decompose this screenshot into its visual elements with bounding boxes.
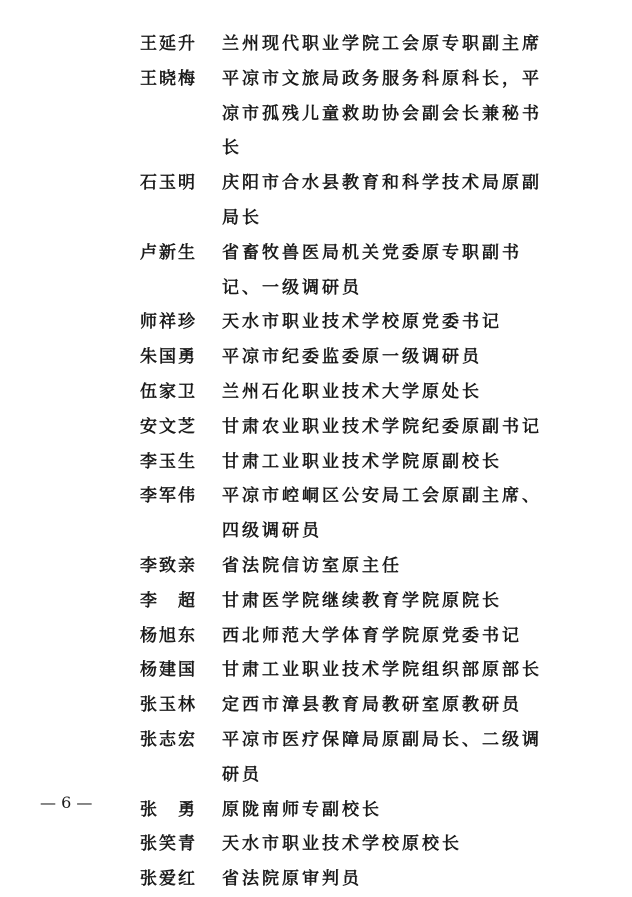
list-item (0, 793, 632, 828)
person-position: 天水市职业技术学校原党委书记 (222, 312, 502, 333)
person-position: 省法院信访室原主任 (222, 555, 402, 576)
person-name: 张笑青 (140, 834, 197, 855)
list-item (0, 62, 632, 166)
list-item (0, 166, 632, 236)
person-position: 天水市职业技术学校原校长 (222, 834, 462, 855)
list-item (0, 584, 632, 619)
person-position: 甘肃农业职业技术学院纪委原副书记 (222, 416, 542, 437)
list-item (0, 375, 632, 410)
person-position: 平凉市崆峒区公安局工会原副主席、四级调研员 (222, 486, 542, 542)
list-item (0, 827, 632, 862)
list-item (0, 27, 632, 62)
list-item (0, 340, 632, 375)
list-item (0, 445, 632, 480)
list-item (0, 479, 632, 549)
person-name: 张爱红 (140, 869, 197, 890)
person-name: 王晓梅 (140, 68, 197, 89)
list-item (0, 688, 632, 723)
list-item (0, 653, 632, 688)
person-name: 朱国勇 (140, 347, 197, 368)
person-name: 杨旭东 (140, 625, 197, 646)
person-position: 原陇南师专副校长 (222, 799, 382, 820)
person-name: 师祥珍 (140, 312, 197, 333)
person-name: 卢新生 (140, 242, 197, 263)
person-position: 省法院原审判员 (222, 869, 362, 890)
person-name: 张志宏 (140, 729, 197, 750)
list-item (0, 619, 632, 654)
person-name: 张 勇 (140, 799, 197, 820)
list-item (0, 305, 632, 340)
person-name: 石玉明 (140, 173, 197, 194)
person-name: 李致亲 (140, 555, 197, 576)
person-position: 平凉市医疗保障局原副局长、二级调研员 (222, 729, 542, 785)
person-name: 李玉生 (140, 451, 197, 472)
personnel-list (0, 27, 632, 897)
person-position: 甘肃医学院继续教育学院原院长 (222, 590, 502, 611)
person-position: 定西市漳县教育局教研室原教研员 (222, 695, 522, 716)
person-position: 西北师范大学体育学院原党委书记 (222, 625, 522, 646)
person-position: 庆阳市合水县教育和科学技术局原副局长 (222, 173, 542, 228)
person-position: 平凉市文旅局政务服务科原科长，平凉市孤残儿童救助协会副会长兼秘书长 (222, 68, 542, 159)
person-position: 甘肃工业职业技术学院原副校长 (222, 451, 502, 472)
page-number: — 6 — (40, 793, 93, 812)
list-item (0, 410, 632, 445)
person-position: 甘肃工业职业技术学院组织部原部长 (222, 660, 542, 681)
person-position: 平凉市纪委监委原一级调研员 (222, 347, 482, 368)
person-name: 李军伟 (140, 486, 197, 507)
person-name: 李 超 (140, 590, 197, 611)
person-position: 省畜牧兽医局机关党委原专职副书记、一级调研员 (222, 242, 522, 298)
person-position: 兰州现代职业学院工会原专职副主席 (222, 34, 542, 54)
person-name: 伍家卫 (140, 381, 197, 402)
person-name: 安文芝 (140, 416, 197, 437)
list-item (0, 549, 632, 584)
list-item (0, 236, 632, 306)
list-item (0, 723, 632, 793)
person-name: 王延升 (140, 34, 197, 54)
person-name: 杨建国 (140, 660, 197, 681)
person-name: 张玉林 (140, 695, 197, 716)
person-position: 兰州石化职业技术大学原处长 (222, 381, 482, 402)
